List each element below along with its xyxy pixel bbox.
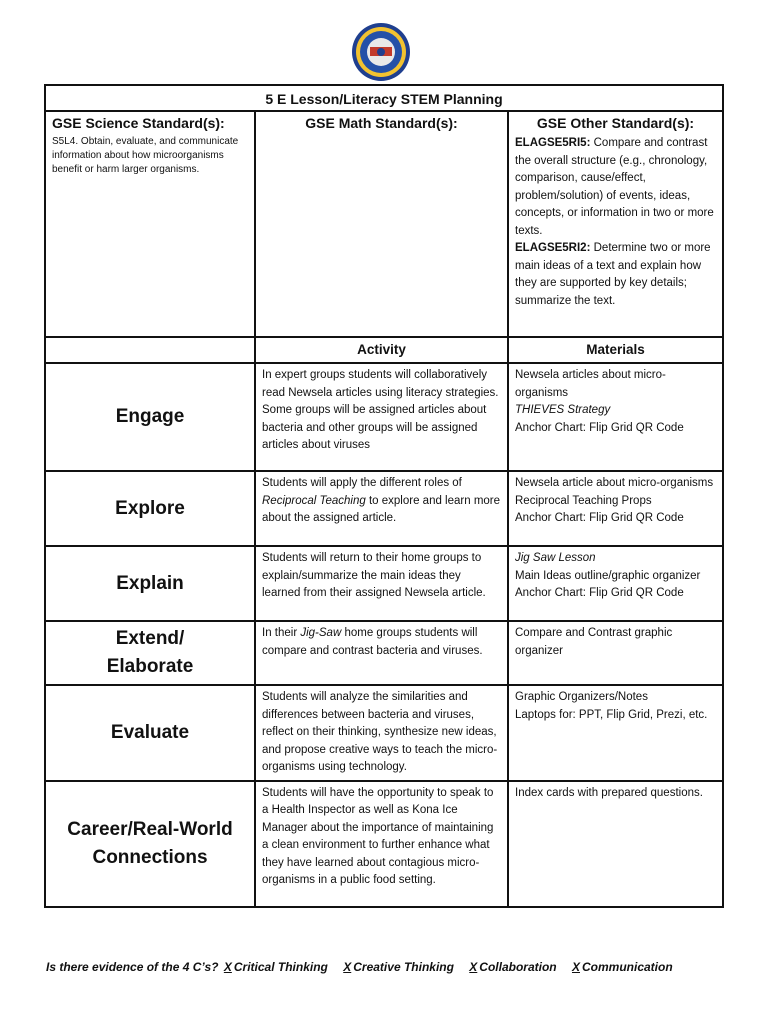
table-title: 5 E Lesson/Literacy STEM Planning (45, 85, 723, 111)
activity-explore: Students will apply the different roles of Reciprocal Teaching to explore and learn more about the assigned article. (255, 471, 508, 546)
materials-explore: Newsela article about micro-organisms Reciprocal Teaching Props Anchor Chart: Flip Grid QR Code (508, 471, 723, 546)
check-mark: X (223, 960, 232, 974)
phase-explain: Explain (45, 546, 255, 621)
standard-text-ri5: Compare and contrast the overall structure (e.g., chronology, comparison, cause/effect, problem/solution) of events, ideas, concepts, or information in two or more texts. (515, 137, 714, 237)
materials-evaluate: Graphic Organizers/Notes Laptops for: PPT, Flip Grid, Prezi, etc. (508, 685, 723, 781)
materials-engage: Newsela articles about micro-organisms THIEVES Strategy Anchor Chart: Flip Grid QR Code (508, 363, 723, 471)
phase-career-connections: Career/Real-World Connections (45, 781, 255, 907)
standard-code-ri2: ELAGSE5RI2: (515, 242, 591, 254)
phase-engage: Engage (45, 363, 255, 471)
phase-explore: Explore (45, 471, 255, 546)
collaboration-label: Collaboration (479, 960, 557, 974)
communication-label: Communication (582, 960, 673, 974)
activity-column-header: Activity (255, 337, 508, 363)
lesson-plan-table (44, 84, 724, 908)
creative-thinking-label: Creative Thinking (353, 960, 454, 974)
phase-extend-elaborate: Extend/ Elaborate (45, 621, 255, 685)
math-standard-cell (255, 111, 508, 337)
school-seal-logo (351, 22, 411, 82)
activity-evaluate: Students will analyze the similarities and differences between bacteria and viruses, reflect on their thinking, synthesize new ideas, and propose creative ways to teach the micro-organisms using technology. (255, 685, 508, 781)
blank-header-cell (45, 337, 255, 363)
science-standard-cell (45, 111, 255, 337)
activity-career: Students will have the opportunity to speak to a Health Inspector as well as Kona Ice Manager about the importance of maintaining a clean environment to further enhance what they have learned about contagious micro-organisms in a public food setting. (255, 781, 508, 907)
phase-evaluate: Evaluate (45, 685, 255, 781)
science-standard-text: S5L4. Obtain, evaluate, and communicate information about how microorganisms benefit or harm larger organisms. (52, 136, 239, 175)
activity-explain: Students will return to their home groups to explain/summarize the main ideas they learned from their assigned Newsela article. (255, 546, 508, 621)
standard-code-ri5: ELAGSE5RI5: (515, 137, 591, 149)
activity-engage: In expert groups students will collaboratively read Newsela articles using literacy strategies. Some groups will be assigned articles about bacteria and other groups will be assigned articles about viruses (255, 363, 508, 471)
standard-text-ri2: Determine two or more main ideas of a text and explain how they are supported by key details; summarize the text. (515, 242, 711, 307)
activity-extend: In their Jig-Saw home groups students will compare and contrast bacteria and viruses. (255, 621, 508, 685)
science-standard-heading: GSE Science Standard(s): (52, 115, 225, 131)
table-row (45, 781, 723, 907)
table-row (45, 546, 723, 621)
materials-career: Index cards with prepared questions. (508, 781, 723, 907)
materials-explain: Jig Saw Lesson Main Ideas outline/graphic organizer Anchor Chart: Flip Grid QR Code (508, 546, 723, 621)
materials-column-header: Materials (508, 337, 723, 363)
check-mark: X (571, 960, 580, 974)
table-row (45, 363, 723, 471)
check-mark: X (343, 960, 352, 974)
math-standard-heading: GSE Math Standard(s): (305, 115, 458, 131)
four-cs-evidence (46, 960, 683, 974)
other-standard-heading: GSE Other Standard(s): (536, 115, 695, 131)
evidence-question: Is there evidence of the 4 C’s? (46, 960, 219, 974)
materials-extend: Compare and Contrast graphic organizer (508, 621, 723, 685)
other-standard-cell (508, 111, 723, 337)
table-row (45, 685, 723, 781)
other-standard-text (515, 135, 716, 310)
table-row (45, 621, 723, 685)
table-row (45, 471, 723, 546)
check-mark: X (469, 960, 478, 974)
critical-thinking-label: Critical Thinking (233, 960, 328, 974)
